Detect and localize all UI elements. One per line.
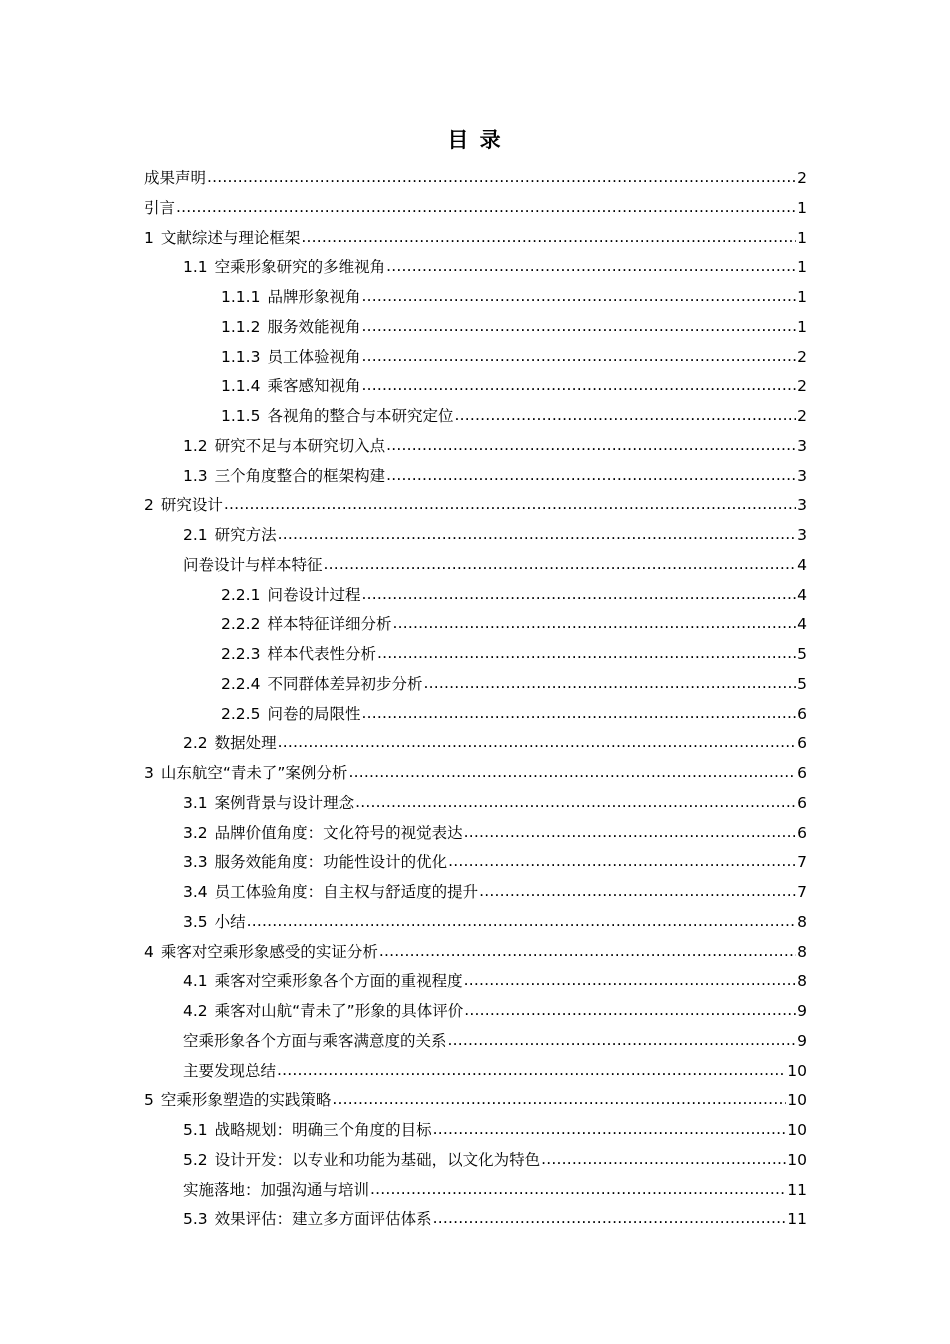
toc-entry-page-number: 6 [797,823,807,842]
toc-entry-number: 2.2.5 [221,704,261,723]
toc-entry-page-number: 1 [797,228,807,247]
toc-entry-title: 乘客对空乘形象感受的实证分析 [160,942,378,961]
toc-entry-page-number: 6 [797,793,807,812]
toc-entry-page-number: 1 [797,317,807,336]
toc-dot-leader [207,163,796,193]
toc-dot-leader [386,431,796,461]
toc-entry[interactable] [144,521,807,551]
toc-entry-number: 3.5 [183,912,208,931]
toc-dot-leader [361,282,796,312]
toc-entry[interactable] [144,967,807,997]
toc-entry-page-number: 2 [797,347,807,366]
toc-entry[interactable] [144,1057,807,1087]
toc-entry-page-number: 10 [787,1121,807,1139]
toc-entry-title: 文献综述与理论框架 [160,228,301,247]
toc-entry-number: 1 [144,228,154,247]
toc-entry-page-number: 10 [787,1061,807,1080]
toc-entry-page-number: 3 [797,466,807,485]
toc-entry[interactable] [144,432,807,462]
toc-entry[interactable] [144,700,807,730]
toc-dot-leader [464,996,796,1026]
toc-dot-leader [277,1056,786,1086]
toc-entry[interactable] [144,759,807,789]
toc-entry-number: 5.1 [183,1121,208,1139]
toc-entry-title: 实施落地：加强沟通与培训 [183,1180,370,1199]
toc-dot-leader [379,937,796,967]
toc-entry-title: 各视角的整合与本研究定位 [267,407,454,425]
toc-entry-title: 服务效能角度：功能性设计的优化 [214,853,448,872]
toc-entry[interactable] [144,1205,807,1235]
toc-entry-number: 3 [144,764,154,782]
toc-entry-page-number: 2 [797,377,807,396]
toc-entry[interactable] [144,938,807,968]
toc-entry-title: 成果声明 [144,169,207,187]
toc-dot-leader [377,639,796,669]
toc-entry-title: 小结 [214,912,246,931]
toc-dot-leader [247,907,796,937]
toc-entry-number: 1.1.1 [221,288,261,306]
toc-entry-number: 4 [144,942,154,961]
toc-entry-number: 2.2.3 [221,645,261,663]
toc-entry[interactable] [144,610,807,640]
toc-entry[interactable] [144,372,807,402]
toc-entry-number: 2.2 [183,734,208,753]
toc-entry[interactable] [144,670,807,700]
toc-entry[interactable] [144,164,807,194]
toc-entry-title: 空乘形象各个方面与乘客满意度的关系 [183,1031,447,1050]
toc-entry-title: 乘客对山航“青未了”形象的具体评价 [214,1002,464,1020]
toc-entry-title: 问卷设计与样本特征 [183,555,323,574]
toc-entry[interactable] [144,848,807,878]
toc-entry[interactable] [144,729,807,759]
toc-entry-title: 山东航空“青未了”案例分析 [160,764,348,782]
toc-entry-number: 2.2.4 [221,674,261,693]
toc-entry[interactable] [144,878,807,908]
toc-entry-number: 1.1.4 [221,377,261,396]
toc-entry-page-number: 8 [797,912,807,931]
toc-entry[interactable] [144,551,807,581]
toc-dot-leader [479,877,796,907]
toc-entry-page-number: 4 [797,585,807,604]
toc-dot-leader [361,342,796,372]
toc-dot-leader [454,401,796,431]
toc-dot-leader [278,728,796,758]
toc-entry[interactable] [144,194,807,224]
toc-dot-leader [324,550,797,580]
toc-entry[interactable] [144,491,807,521]
toc-title: 目 录 [447,128,503,152]
toc-entry-title: 三个角度整合的框架构建 [214,466,386,485]
toc-entry[interactable] [144,1027,807,1057]
toc-entry-title: 服务效能视角 [267,317,361,336]
toc-dot-leader [433,1115,787,1145]
toc-entry-number: 2.2.2 [221,615,261,634]
toc-entry-number: 1.1.3 [221,347,261,366]
toc-entry-title: 不同群体差异初步分析 [267,674,423,693]
toc-entry-title: 问卷设计过程 [267,585,361,604]
toc-entry[interactable] [144,343,807,373]
toc-entry-title: 研究不足与本研究切入点 [214,436,386,455]
toc-entry-page-number: 3 [797,436,807,455]
toc-entry-page-number: 4 [797,555,807,574]
toc-entry-title: 研究方法 [214,526,277,544]
toc-entry-page-number: 4 [797,615,807,634]
toc-entry-title: 问卷的局限性 [267,704,361,723]
toc-entry-page-number: 8 [797,942,807,961]
toc-entry-page-number: 11 [787,1180,807,1199]
toc-entry-number: 1.1.2 [221,317,261,336]
toc-entry-number: 2.1 [183,526,208,544]
toc-entry[interactable] [144,581,807,611]
toc-dot-leader [361,580,796,610]
toc-entry-title: 品牌价值角度：文化符号的视觉表达 [214,823,463,842]
toc-entry-number: 1.3 [183,466,208,485]
toc-entry-page-number: 3 [797,496,807,515]
toc-entry-page-number: 1 [797,288,807,306]
toc-entry-title: 员工体验视角 [267,347,361,366]
toc-entry-number: 2.2.1 [221,585,261,604]
toc-dot-leader [370,1175,786,1205]
toc-entry-title: 品牌形象视角 [267,288,361,306]
toc-dot-leader [464,818,796,848]
toc-entry[interactable] [144,253,807,283]
toc-dot-leader [361,371,796,401]
toc-dot-leader [224,490,796,520]
toc-dot-leader [386,252,796,282]
toc-dot-leader [361,699,796,729]
toc-entry[interactable] [144,462,807,492]
toc-entry-number: 2 [144,496,154,515]
toc-entry[interactable] [144,402,807,432]
toc-entry-title: 样本特征详细分析 [267,615,392,634]
toc-entry-number: 5.2 [183,1150,208,1169]
toc-entry-page-number: 9 [797,1002,807,1020]
toc-dot-leader [176,193,796,223]
toc-entry[interactable] [144,1116,807,1146]
toc-entry-number: 5 [144,1091,154,1110]
toc-dot-leader [448,1026,797,1056]
toc-entry-number: 4.1 [183,972,208,991]
toc-entry-title: 主要发现总结 [183,1061,277,1080]
toc-dot-leader [332,1085,786,1115]
toc-entry[interactable] [144,997,807,1027]
toc-entry-page-number: 1 [797,198,807,217]
toc-entry-title: 样本代表性分析 [267,645,376,663]
toc-dot-leader [355,788,796,818]
toc-dot-leader [278,520,796,550]
toc-entry-number: 3.2 [183,823,208,842]
toc-entry-title: 案例背景与设计理念 [214,793,355,812]
toc-dot-leader [464,966,796,996]
toc-entry-number: 3.3 [183,853,208,872]
toc-entry[interactable] [144,224,807,254]
toc-entry-title: 员工体验角度：自主权与舒适度的提升 [214,883,479,901]
toc-entry-title: 战略规划：明确三个角度的目标 [214,1121,432,1139]
toc-entry-number: 1.2 [183,436,208,455]
toc-dot-leader [361,312,796,342]
toc-dot-leader [433,1204,787,1234]
toc-entry-page-number: 5 [797,674,807,693]
toc-dot-leader [448,847,796,877]
toc-entry-title: 研究设计 [160,496,223,515]
toc-entry-page-number: 10 [787,1150,807,1169]
toc-entry-page-number: 7 [797,883,807,901]
toc-entry[interactable] [144,313,807,343]
toc-entry-page-number: 1 [797,258,807,277]
toc-entry-title: 乘客对空乘形象各个方面的重视程度 [214,972,463,991]
toc-entry-page-number: 8 [797,972,807,991]
toc-entry-number: 1.1.5 [221,407,261,425]
toc-entry-page-number: 2 [797,169,807,187]
toc-entry-number: 4.2 [183,1002,208,1020]
toc-entry[interactable] [144,640,807,670]
toc-entry-page-number: 10 [787,1091,807,1110]
toc-list [144,164,807,1235]
toc-entry-page-number: 3 [797,526,807,544]
toc-dot-leader [423,669,796,699]
toc-entry-page-number: 2 [797,407,807,425]
toc-entry-page-number: 9 [797,1031,807,1050]
toc-entry-number: 5.3 [183,1210,208,1229]
toc-entry[interactable] [144,1176,807,1206]
toc-entry-title: 乘客感知视角 [267,377,361,396]
toc-entry-page-number: 6 [797,764,807,782]
toc-dot-leader [348,758,796,788]
toc-entry-title: 效果评估：建立多方面评估体系 [214,1210,432,1229]
toc-entry-number: 1.1 [183,258,208,277]
toc-entry[interactable] [144,819,807,849]
toc-entry-number: 3.4 [183,883,208,901]
toc-dot-leader [541,1145,786,1175]
toc-dot-leader [301,223,796,253]
toc-entry[interactable] [144,1086,807,1116]
toc-entry-page-number: 5 [797,645,807,663]
toc-entry[interactable] [144,908,807,938]
toc-dot-leader [386,461,796,491]
toc-entry[interactable] [144,283,807,313]
toc-entry-number: 3.1 [183,793,208,812]
toc-entry[interactable] [144,789,807,819]
toc-entry-title: 空乘形象研究的多维视角 [214,258,386,277]
toc-entry-title: 引言 [144,198,176,217]
toc-dot-leader [392,609,796,639]
toc-entry[interactable] [144,1146,807,1176]
toc-entry-page-number: 6 [797,704,807,723]
toc-entry-page-number: 11 [787,1210,807,1229]
toc-entry-title: 数据处理 [214,734,277,753]
toc-entry-title: 设计开发：以专业和功能为基础，以文化为特色 [214,1150,541,1169]
toc-entry-page-number: 7 [797,853,807,872]
toc-entry-title: 空乘形象塑造的实践策略 [160,1091,332,1110]
toc-entry-page-number: 6 [797,734,807,753]
